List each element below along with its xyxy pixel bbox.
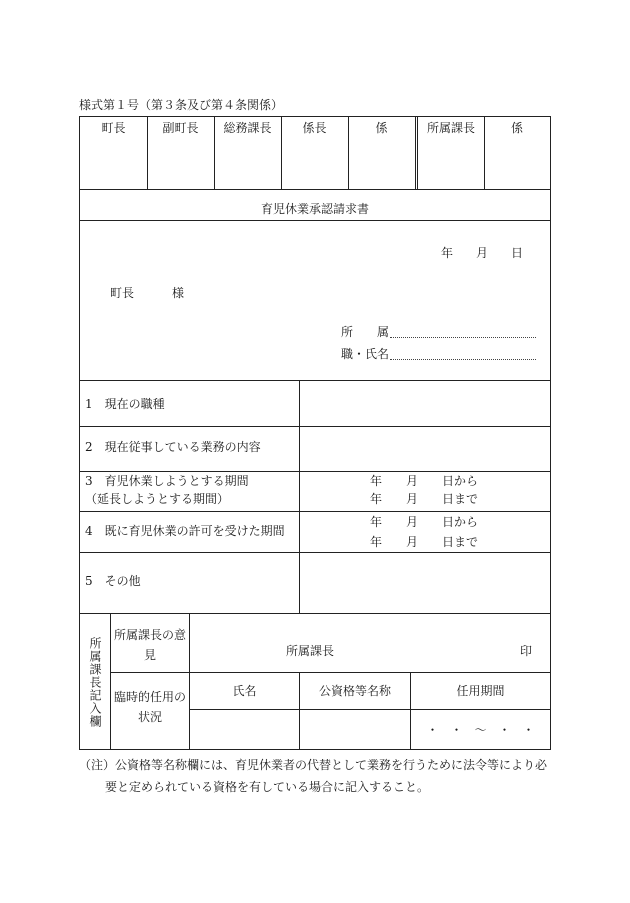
form-number-label: 様式第１号（第３条及び第４条関係）	[79, 98, 284, 112]
date-year-label: 年	[441, 246, 454, 260]
req-to-day: 日まで	[442, 492, 479, 506]
seal-mark: 印	[520, 644, 533, 658]
approval-cell-subsection-chief: 係長	[302, 121, 327, 135]
date-day-label: 日	[511, 246, 524, 260]
temp-header-qualification: 公資格等名称	[318, 684, 391, 698]
applicant-dept-input-line[interactable]	[390, 337, 536, 338]
manager-label-divider	[189, 613, 190, 749]
addressee-name: 町長	[110, 286, 135, 300]
temp-header-name: 氏名	[232, 684, 257, 698]
approval-cell-mayor: 町長	[101, 121, 126, 135]
prev-from-month: 月	[406, 515, 419, 529]
date-month-label: 月	[476, 246, 489, 260]
row-divider	[80, 471, 550, 472]
item-previous-period: 4 既に育児休業の許可を受けた期間	[85, 524, 285, 538]
addressee-honorific: 様	[172, 286, 185, 300]
row-divider	[80, 552, 550, 553]
temp-header-period: 任用期間	[456, 684, 505, 698]
manager-signature-label: 所属課長	[285, 644, 334, 658]
temp-period-marks: ・ ・ 〜 ・ ・	[426, 723, 535, 737]
prev-to-month: 月	[406, 535, 419, 549]
applicant-name-input-line[interactable]	[390, 359, 536, 360]
req-from-year: 年	[370, 474, 383, 488]
item-requested-period-sub: （延長しようとする期間）	[85, 492, 230, 506]
items-column-divider	[299, 380, 300, 613]
prev-from-year: 年	[370, 515, 383, 529]
item-current-job: 1 現在の職種	[85, 397, 165, 411]
document-title: 育児休業承認請求書	[260, 202, 369, 216]
row-divider	[110, 672, 550, 673]
footnote-line-2: 要と定められている資格を有している場合に記入すること。	[105, 780, 430, 794]
row-divider	[80, 380, 550, 381]
req-to-year: 年	[370, 492, 383, 506]
row-divider	[80, 613, 550, 614]
footnote	[79, 754, 559, 798]
footnote-line-1: （注）公資格等名称欄には、育児休業者の代替として業務を行うために法令等により必	[79, 758, 548, 772]
approval-cell-general-affairs-chief: 総務課長	[223, 121, 272, 135]
row-divider	[80, 426, 550, 427]
approval-cell-dept-staff: 係	[510, 121, 523, 135]
row-divider	[80, 189, 550, 190]
item-other: 5 その他	[85, 574, 141, 588]
applicant-name-label: 職・氏名	[341, 347, 390, 361]
row-divider	[189, 709, 550, 710]
approval-cell-dept-manager: 所属課長	[426, 121, 475, 135]
row-divider	[80, 511, 550, 512]
row-divider	[80, 220, 550, 221]
approval-cell-staff: 係	[375, 121, 388, 135]
prev-from-day: 日から	[442, 515, 479, 529]
request-form	[79, 116, 551, 750]
req-to-month: 月	[406, 492, 419, 506]
req-from-day: 日から	[442, 474, 479, 488]
applicant-dept-label: 所 属	[341, 325, 390, 339]
req-from-month: 月	[406, 474, 419, 488]
temp-appointment-label: 臨時的任用の状況	[113, 690, 186, 724]
manager-opinion-label: 所属課長の意見	[113, 628, 186, 662]
prev-to-day: 日まで	[442, 535, 479, 549]
prev-to-year: 年	[370, 535, 383, 549]
manager-section-label: 所属課長記入欄	[88, 637, 102, 728]
item-requested-period: 3 育児休業しようとする期間	[85, 474, 249, 488]
approval-cell-deputy-mayor: 副町長	[162, 121, 199, 135]
item-current-duties: 2 現在従事している業務の内容	[85, 440, 261, 454]
